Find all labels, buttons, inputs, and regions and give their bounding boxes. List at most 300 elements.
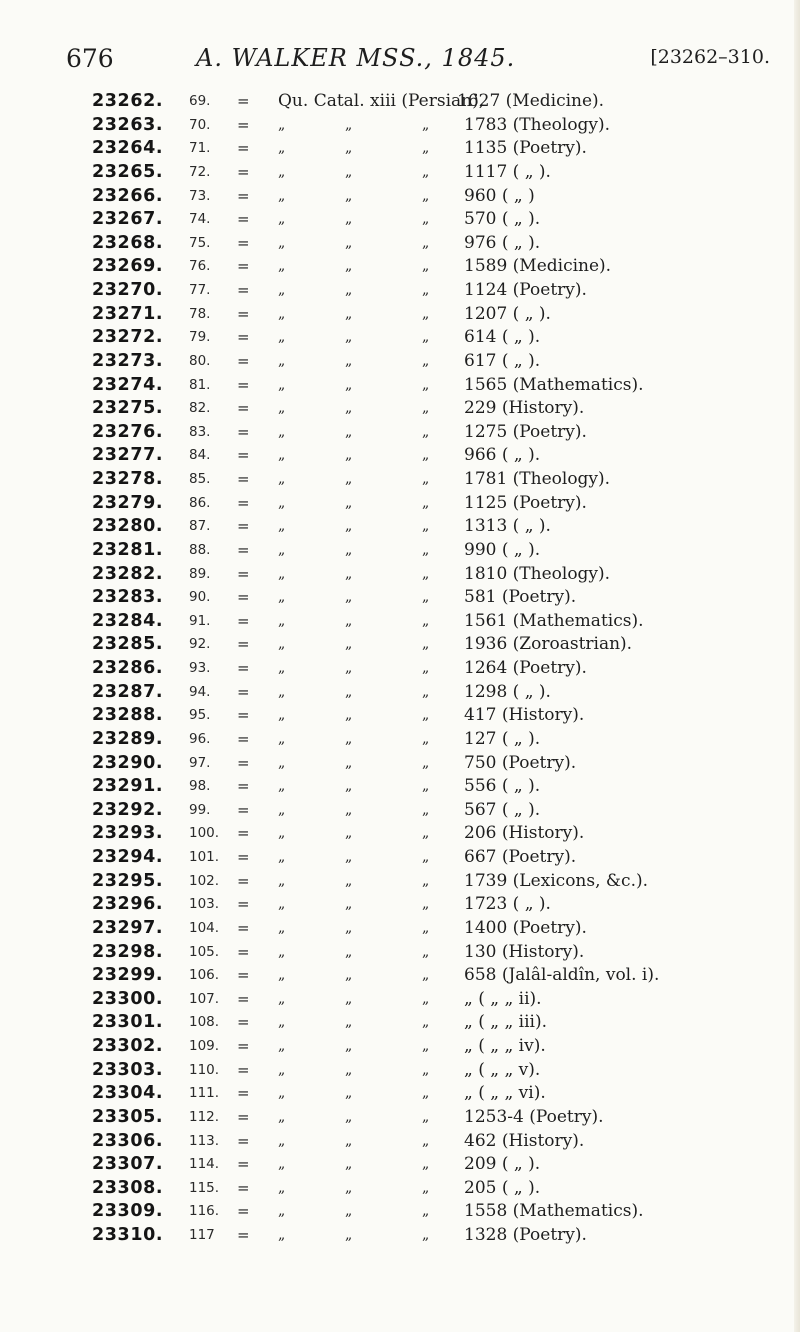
catalog-row <box>92 822 792 846</box>
ditto-mark: „ <box>345 400 353 417</box>
ditto-mark: „ <box>345 778 353 795</box>
catalog-row <box>92 1082 792 1106</box>
catalog-row <box>92 114 792 138</box>
ditto-mark: „ <box>345 494 353 511</box>
equals-sign: = <box>237 1155 250 1174</box>
equals-sign: = <box>237 800 250 819</box>
equals-sign: = <box>237 517 250 536</box>
catalog-row <box>92 941 792 965</box>
equals-sign: = <box>237 564 250 583</box>
ditto-mark: „ <box>278 447 286 464</box>
entry-sub-number: 78. <box>189 305 211 322</box>
entry-reference: „ ( „ „ iii). <box>464 1012 548 1033</box>
entry-number: 23300. <box>92 988 164 1009</box>
collection-description: Qu. Catal. xiii (Persian), <box>278 91 485 111</box>
equals-sign: = <box>237 942 250 961</box>
entry-reference: 1400 (Poetry). <box>464 917 587 938</box>
equals-sign: = <box>237 611 250 630</box>
ditto-mark: „ <box>345 801 353 818</box>
catalog-row <box>92 681 792 705</box>
ditto-mark: „ <box>278 1227 286 1243</box>
entry-number: 23273. <box>92 350 164 371</box>
catalog-row <box>92 303 792 327</box>
entry-reference: 1124 (Poetry). <box>464 280 587 300</box>
ditto-mark: „ <box>422 211 430 228</box>
entry-number: 23265. <box>92 161 164 182</box>
entry-sub-number: 111. <box>189 1085 220 1102</box>
ditto-mark: „ <box>345 849 353 865</box>
entry-sub-number: 70. <box>189 116 211 133</box>
ditto-mark: „ <box>278 1108 286 1125</box>
entry-reference: 417 (History). <box>464 705 585 726</box>
ditto-mark: „ <box>278 660 286 676</box>
ditto-mark: „ <box>278 258 286 275</box>
ditto-mark: „ <box>278 282 286 298</box>
ditto-mark: „ <box>422 1038 430 1054</box>
catalog-row <box>92 232 792 256</box>
entry-number: 23286. <box>92 658 164 678</box>
equals-sign: = <box>237 422 250 441</box>
ditto-mark: „ <box>422 754 430 771</box>
equals-sign: = <box>237 281 250 299</box>
catalog-row <box>92 137 792 161</box>
ditto-mark: „ <box>422 494 430 511</box>
ditto-mark: „ <box>278 234 286 251</box>
ditto-mark: „ <box>422 589 430 606</box>
entry-sub-number: 89. <box>189 565 211 582</box>
entry-reference: 617 ( „ ). <box>464 350 541 371</box>
catalog-row <box>92 539 792 563</box>
ditto-mark: „ <box>278 494 286 511</box>
entry-reference: 667 (Poetry). <box>464 847 577 867</box>
entry-sub-number: 94. <box>189 683 211 700</box>
entry-reference: 1627 (Medicine). <box>457 91 605 111</box>
entry-reference: 614 ( „ ). <box>464 327 541 348</box>
entry-sub-number: 102. <box>189 872 220 889</box>
ditto-mark: „ <box>422 518 430 535</box>
ditto-mark: „ <box>278 565 286 582</box>
ditto-mark: „ <box>422 447 430 464</box>
running-title: A. WALKER MSS., 1845. <box>196 44 516 72</box>
ditto-mark: „ <box>345 423 353 440</box>
catalog-row <box>92 893 792 917</box>
ditto-mark: „ <box>278 423 286 440</box>
ditto-mark: „ <box>422 683 430 700</box>
ditto-mark: „ <box>345 471 353 487</box>
entry-sub-number: 115. <box>189 1179 220 1196</box>
ditto-mark: „ <box>422 919 430 936</box>
ditto-mark: „ <box>422 163 430 180</box>
ditto-mark: „ <box>278 589 286 606</box>
entry-reference: 1328 (Poetry). <box>464 1225 587 1245</box>
entry-reference: 1125 (Poetry). <box>464 492 587 513</box>
catalog-row <box>92 1035 792 1059</box>
ditto-mark: „ <box>278 896 286 913</box>
ditto-mark: „ <box>278 636 286 653</box>
catalog-row <box>92 515 792 539</box>
ditto-mark: „ <box>345 730 353 747</box>
ditto-mark: „ <box>422 1014 430 1031</box>
entry-sub-number: 92. <box>189 636 211 653</box>
ditto-mark: „ <box>422 400 430 417</box>
entry-reference: 1781 (Theology). <box>464 469 611 489</box>
ditto-mark: „ <box>422 1085 430 1102</box>
catalog-row <box>92 255 792 279</box>
equals-sign: = <box>237 918 250 937</box>
catalog-row <box>92 657 792 681</box>
entry-number: 23283. <box>92 587 164 608</box>
entry-number: 23282. <box>92 563 164 584</box>
entry-number: 23290. <box>92 752 164 773</box>
entry-sub-number: 85. <box>189 471 211 487</box>
ditto-mark: „ <box>278 1132 286 1149</box>
entry-reference: 976 ( „ ). <box>464 232 541 253</box>
entry-number: 23307. <box>92 1154 164 1175</box>
ditto-mark: „ <box>278 329 286 346</box>
ditto-mark: „ <box>422 730 430 747</box>
entry-reference: 966 ( „ ). <box>464 445 541 466</box>
catalog-row <box>92 846 792 870</box>
catalog-row <box>92 988 792 1012</box>
catalog-row <box>92 90 792 114</box>
entry-reference: 990 ( „ ). <box>464 539 541 560</box>
ditto-mark: „ <box>345 211 353 228</box>
ditto-mark: „ <box>345 896 353 913</box>
catalog-row <box>92 728 792 752</box>
equals-sign: = <box>237 351 250 370</box>
ditto-mark: „ <box>278 967 286 984</box>
entry-reference: 1561 (Mathematics). <box>464 610 644 631</box>
ditto-mark: „ <box>345 518 353 535</box>
catalog-list <box>92 90 792 1248</box>
ditto-mark: „ <box>422 1156 430 1173</box>
entry-number: 23263. <box>92 114 164 135</box>
ditto-mark: „ <box>278 730 286 747</box>
entry-reference: „ ( „ „ vi). <box>464 1083 546 1104</box>
equals-sign: = <box>237 1107 250 1126</box>
entry-reference: 1810 (Theology). <box>464 563 611 584</box>
equals-sign: = <box>237 1178 250 1197</box>
ditto-mark: „ <box>345 683 353 700</box>
ditto-mark: „ <box>278 305 286 322</box>
entry-number: 23285. <box>92 634 164 655</box>
entry-sub-number: 98. <box>189 778 211 795</box>
equals-sign: = <box>237 682 250 701</box>
equals-sign: = <box>237 304 250 323</box>
catalog-row <box>92 1200 792 1224</box>
ditto-mark: „ <box>345 1179 353 1196</box>
ditto-mark: „ <box>345 1203 353 1220</box>
ditto-mark: „ <box>278 1203 286 1220</box>
entry-number: 23302. <box>92 1036 164 1056</box>
page-header <box>66 44 770 84</box>
entry-reference: 130 (History). <box>464 941 585 962</box>
entry-sub-number: 93. <box>189 660 211 676</box>
ditto-mark: „ <box>422 1108 430 1125</box>
ditto-mark: „ <box>345 329 353 346</box>
ditto-mark: „ <box>278 1061 286 1078</box>
equals-sign: = <box>237 210 250 229</box>
entry-number: 23301. <box>92 1012 164 1033</box>
entry-sub-number: 107. <box>189 990 220 1007</box>
equals-sign: = <box>237 848 250 866</box>
ditto-mark: „ <box>345 1156 353 1173</box>
entry-number: 23278. <box>92 469 164 489</box>
ditto-mark: „ <box>422 896 430 913</box>
catalog-row <box>92 161 792 185</box>
entry-reference: 1313 ( „ ). <box>464 516 551 537</box>
ditto-mark: „ <box>278 990 286 1007</box>
entry-number: 23298. <box>92 941 164 962</box>
entry-sub-number: 100. <box>189 825 220 842</box>
entry-sub-number: 69. <box>189 93 211 109</box>
entry-reference: 1723 ( „ ). <box>464 894 551 915</box>
ditto-mark: „ <box>278 825 286 842</box>
ditto-mark: „ <box>278 778 286 795</box>
ditto-mark: „ <box>278 1179 286 1196</box>
ditto-mark: „ <box>278 376 286 393</box>
entry-sub-number: 110. <box>189 1061 220 1078</box>
catalog-row <box>92 1153 792 1177</box>
equals-sign: = <box>237 1131 250 1150</box>
entry-reference: 1135 (Poetry). <box>464 138 587 159</box>
entry-number: 23309. <box>92 1201 164 1222</box>
entry-sub-number: 101. <box>189 849 220 865</box>
equals-sign: = <box>237 871 250 890</box>
ditto-mark: „ <box>278 541 286 558</box>
entry-number: 23288. <box>92 705 164 726</box>
entry-sub-number: 79. <box>189 329 211 346</box>
ditto-mark: „ <box>345 1132 353 1149</box>
ditto-mark: „ <box>345 589 353 606</box>
ditto-mark: „ <box>422 872 430 889</box>
entry-number: 23303. <box>92 1059 164 1080</box>
entry-number: 23308. <box>92 1177 164 1198</box>
equals-sign: = <box>237 966 250 985</box>
ditto-mark: „ <box>278 163 286 180</box>
ditto-mark: „ <box>422 116 430 133</box>
entry-reference: 229 (History). <box>464 398 585 419</box>
entry-reference: 570 ( „ ). <box>464 209 541 230</box>
ditto-mark: „ <box>345 187 353 204</box>
entry-sub-number: 106. <box>189 967 220 984</box>
ditto-mark: „ <box>278 683 286 700</box>
ditto-mark: „ <box>422 801 430 818</box>
ditto-mark: „ <box>422 541 430 558</box>
entry-sub-number: 117 <box>189 1227 215 1243</box>
equals-sign: = <box>237 328 250 347</box>
ditto-mark: „ <box>345 305 353 322</box>
equals-sign: = <box>237 1084 250 1103</box>
ditto-mark: „ <box>422 352 430 369</box>
entry-sub-number: 77. <box>189 282 211 298</box>
catalog-row <box>92 563 792 587</box>
entry-reference: 556 ( „ ). <box>464 776 541 797</box>
ditto-mark: „ <box>422 234 430 251</box>
ditto-mark: „ <box>422 825 430 842</box>
entry-number: 23291. <box>92 776 164 797</box>
ditto-mark: „ <box>278 140 286 157</box>
catalog-row <box>92 279 792 303</box>
ditto-mark: „ <box>278 211 286 228</box>
ditto-mark: „ <box>345 1085 353 1102</box>
ditto-mark: „ <box>345 541 353 558</box>
ditto-mark: „ <box>345 967 353 984</box>
ditto-mark: „ <box>278 943 286 960</box>
entry-sub-number: 88. <box>189 541 211 558</box>
entry-number: 23281. <box>92 539 164 560</box>
equals-sign: = <box>237 989 250 1008</box>
catalog-row <box>92 870 792 894</box>
equals-sign: = <box>237 1013 250 1032</box>
entry-number: 23294. <box>92 847 164 867</box>
entry-reference: „ ( „ „ v). <box>464 1059 541 1080</box>
entry-sub-number: 95. <box>189 707 211 724</box>
equals-sign: = <box>237 162 250 181</box>
ditto-mark: „ <box>345 872 353 889</box>
equals-sign: = <box>237 824 250 843</box>
ditto-mark: „ <box>278 919 286 936</box>
catalog-row <box>92 1106 792 1130</box>
equals-sign: = <box>237 470 250 488</box>
ditto-mark: „ <box>345 1061 353 1078</box>
entry-number: 23287. <box>92 681 164 702</box>
ditto-mark: „ <box>278 518 286 535</box>
ditto-mark: „ <box>422 140 430 157</box>
entry-reference: 209 ( „ ). <box>464 1154 541 1175</box>
ditto-mark: „ <box>422 376 430 393</box>
ditto-mark: „ <box>345 447 353 464</box>
entry-number: 23299. <box>92 965 164 986</box>
catalog-row <box>92 1059 792 1083</box>
ditto-mark: „ <box>345 660 353 676</box>
ditto-mark: „ <box>345 116 353 133</box>
entry-number: 23269. <box>92 256 164 277</box>
ditto-mark: „ <box>422 1132 430 1149</box>
ditto-mark: „ <box>278 352 286 369</box>
equals-sign: = <box>237 139 250 158</box>
entry-sub-number: 114. <box>189 1156 220 1173</box>
catalog-row <box>92 1130 792 1154</box>
equals-sign: = <box>237 399 250 418</box>
entry-number: 23275. <box>92 398 164 419</box>
equals-sign: = <box>237 706 250 725</box>
ditto-mark: „ <box>278 754 286 771</box>
ditto-mark: „ <box>345 163 353 180</box>
entry-number: 23270. <box>92 280 164 300</box>
entry-sub-number: 105. <box>189 943 220 960</box>
entry-reference: 1253-4 (Poetry). <box>464 1106 604 1127</box>
entry-number: 23306. <box>92 1130 164 1151</box>
entry-reference: „ ( „ „ iv). <box>464 1036 546 1056</box>
catalog-row <box>92 492 792 516</box>
ditto-mark: „ <box>422 849 430 865</box>
entry-number: 23297. <box>92 917 164 938</box>
entry-number: 23268. <box>92 232 164 253</box>
ditto-mark: „ <box>345 352 353 369</box>
entry-sub-number: 109. <box>189 1038 220 1054</box>
catalog-row <box>92 917 792 941</box>
equals-sign: = <box>237 257 250 276</box>
entry-number: 23296. <box>92 894 164 915</box>
entry-number: 23279. <box>92 492 164 513</box>
equals-sign: = <box>237 92 250 110</box>
ditto-mark: „ <box>422 660 430 676</box>
ditto-mark: „ <box>345 565 353 582</box>
entry-sub-number: 99. <box>189 801 211 818</box>
ditto-mark: „ <box>422 612 430 629</box>
ditto-mark: „ <box>422 305 430 322</box>
equals-sign: = <box>237 1060 250 1079</box>
entry-number: 23276. <box>92 421 164 442</box>
entry-reference: 205 ( „ ). <box>464 1177 541 1198</box>
ditto-mark: „ <box>345 140 353 157</box>
entry-sub-number: 104. <box>189 919 220 936</box>
entry-reference: 1558 (Mathematics). <box>464 1201 644 1222</box>
catalog-row <box>92 468 792 492</box>
entry-number: 23305. <box>92 1106 164 1127</box>
entry-reference: 960 ( „ ) <box>464 185 535 206</box>
entry-sub-number: 91. <box>189 612 211 629</box>
ditto-mark: „ <box>422 1179 430 1196</box>
ditto-mark: „ <box>278 707 286 724</box>
entry-sub-number: 76. <box>189 258 211 275</box>
equals-sign: = <box>237 1037 250 1055</box>
ditto-mark: „ <box>345 919 353 936</box>
entry-number: 23292. <box>92 799 164 820</box>
catalog-row <box>92 208 792 232</box>
entry-sub-number: 96. <box>189 730 211 747</box>
ditto-mark: „ <box>422 1203 430 1220</box>
catalog-row <box>92 444 792 468</box>
ditto-mark: „ <box>278 801 286 818</box>
entry-reference: 1207 ( „ ). <box>464 303 551 324</box>
entry-reference: 1275 (Poetry). <box>464 421 587 442</box>
ditto-mark: „ <box>278 116 286 133</box>
ditto-mark: „ <box>422 1061 430 1078</box>
entry-reference: „ ( „ „ ii). <box>464 988 542 1009</box>
entry-sub-number: 116. <box>189 1203 220 1220</box>
catalog-row <box>92 704 792 728</box>
equals-sign: = <box>237 635 250 654</box>
ditto-mark: „ <box>345 943 353 960</box>
catalog-row <box>92 586 792 610</box>
ditto-mark: „ <box>278 612 286 629</box>
page-edge <box>794 0 800 1332</box>
entry-reference: 206 (History). <box>464 823 585 844</box>
entry-reference: 127 ( „ ). <box>464 728 541 749</box>
entry-sub-number: 86. <box>189 494 211 511</box>
catalog-row <box>92 610 792 634</box>
entry-sub-number: 112. <box>189 1108 220 1125</box>
equals-sign: = <box>237 493 250 512</box>
catalog-row <box>92 964 792 988</box>
entry-sub-number: 74. <box>189 211 211 228</box>
entry-number: 23289. <box>92 728 164 749</box>
ditto-mark: „ <box>278 471 286 487</box>
catalog-row <box>92 397 792 421</box>
entry-reference: 581 (Poetry). <box>464 587 577 608</box>
ditto-mark: „ <box>278 1014 286 1031</box>
ditto-mark: „ <box>422 636 430 653</box>
ditto-mark: „ <box>345 990 353 1007</box>
catalog-row <box>92 752 792 776</box>
entry-number: 23310. <box>92 1225 164 1245</box>
entry-sub-number: 90. <box>189 589 211 606</box>
entry-sub-number: 113. <box>189 1132 220 1149</box>
catalog-row <box>92 1224 792 1248</box>
entry-number: 23304. <box>92 1083 164 1104</box>
